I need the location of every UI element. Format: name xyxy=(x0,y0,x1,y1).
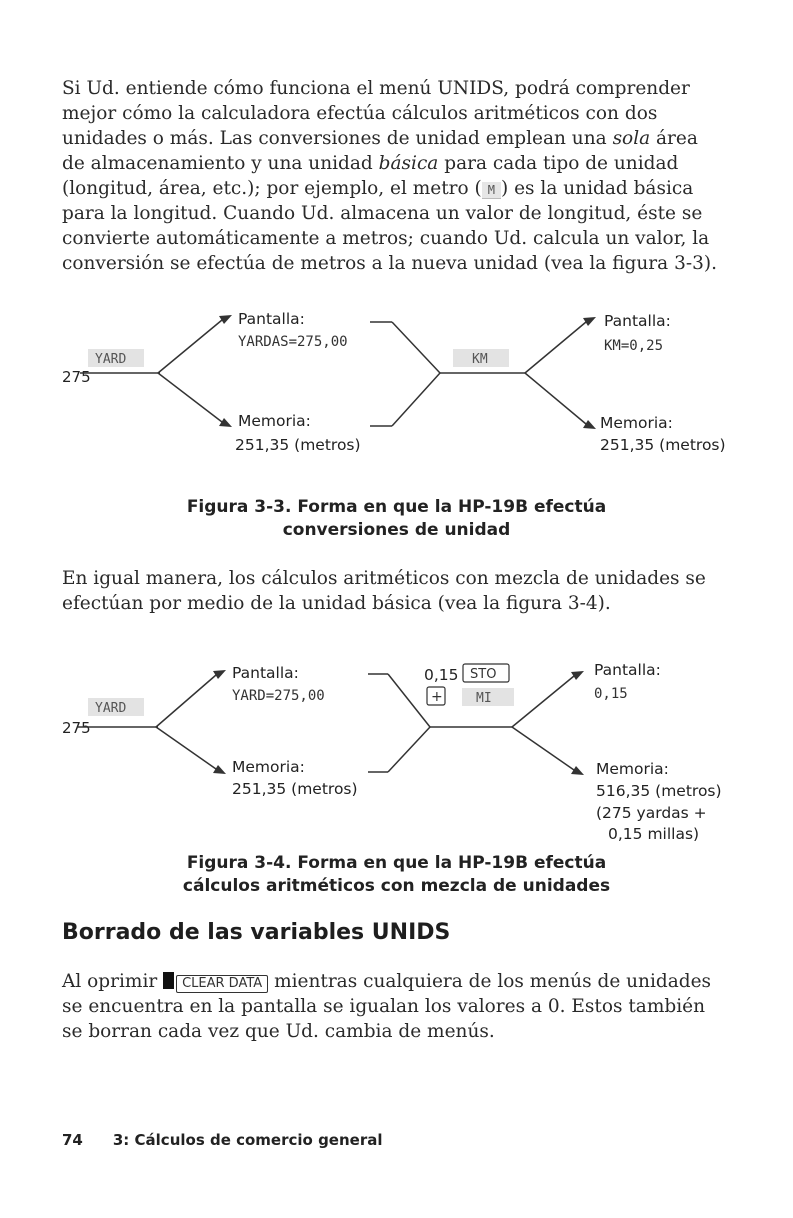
fig1-display-label-right: Pantalla: xyxy=(604,312,671,330)
fig1-memory-value-left: 251,35 (metros) xyxy=(235,436,361,454)
shift-key-icon xyxy=(163,972,174,989)
section-text-b: mientras cualquiera de los menús de unidades se encuentra en la pantalla se igualan los valores a 0. Estos también se borran cada vez que Ud. cambia de menús. xyxy=(62,971,712,1042)
fig2-yard-key: YARD xyxy=(95,701,127,716)
figure-3-3-caption xyxy=(0,496,793,542)
fig1-memory-label-left: Memoria: xyxy=(238,412,311,430)
fig1-memory-label-right: Memoria: xyxy=(600,414,673,432)
fig1-memory-value-right: 251,35 (metros) xyxy=(600,436,726,454)
section-text-a: Al oprimir xyxy=(62,971,158,992)
fig2-memory-value-right: 516,35 (metros) xyxy=(596,782,722,800)
intro-text-sola: sola xyxy=(612,128,651,149)
fig1-input-value: 275 xyxy=(62,368,91,386)
intro-text-basica: básica xyxy=(378,153,439,174)
fig2-memory-label-right: Memoria: xyxy=(596,760,669,778)
meter-softkey: M xyxy=(482,182,501,199)
fig1-yard-key: YARD xyxy=(95,352,127,367)
mid-text: En igual manera, los cálculos aritméticos con mezcla de unidades se efectúan por medio de la unidad básica (vea la figura 3-4). xyxy=(62,568,706,614)
fig2-memory-label-left: Memoria: xyxy=(232,758,305,776)
fig2-memory-value-left: 251,35 (metros) xyxy=(232,780,358,798)
fig2-display-value-left: YARD=275,00 xyxy=(232,688,325,704)
intro-text-c: para cada tipo de unidad (longitud, área, etc.); por ejemplo, el metro ( xyxy=(62,153,679,199)
fig2-plus-key: + xyxy=(431,689,443,705)
fig1-display-value-left: YARDAS=275,00 xyxy=(238,334,348,350)
figure-3-4-caption xyxy=(0,852,793,898)
fig2-caption-line2: cálculos aritméticos con mezcla de unidades xyxy=(182,876,611,896)
fig1-display-label-left: Pantalla: xyxy=(238,310,305,328)
intro-text-b: área de almacenamiento y una unidad xyxy=(62,128,698,174)
fig2-memory-note-2: 0,15 millas) xyxy=(608,825,700,843)
intro-text-a: Si Ud. entiende cómo funciona el menú UNIDS, podrá comprender mejor cómo la calculadora efectúa cálculos aritméticos con dos unidades o más. Las conversiones de unidad emplean una xyxy=(62,78,690,149)
fig2-caption-line1: Figura 3-4. Forma en que la HP-19B efectúa xyxy=(186,853,607,873)
page-footer xyxy=(62,1131,413,1149)
clear-data-key: CLEAR DATA xyxy=(176,975,268,993)
intro-text-d: ) es la unidad básica para la longitud. Cuando Ud. almacena un valor de longitud, éste se convierte automáticamente a metros; cuando Ud. calcula un valor, la conversión se efectúa de metros a la nueva unidad (vea la figura 3-3). xyxy=(62,178,717,274)
fig2-display-value-right: 0,15 xyxy=(594,686,628,702)
fig2-display-label-right: Pantalla: xyxy=(594,661,661,679)
fig2-mi-key: MI xyxy=(476,691,492,706)
section-paragraph xyxy=(62,969,722,1044)
chapter-title: 3: Cálculos de comercio general xyxy=(112,1131,383,1149)
fig1-caption-line2: conversiones de unidad xyxy=(282,520,511,540)
intro-paragraph xyxy=(62,76,722,276)
fig2-mid-value: 0,15 xyxy=(424,666,459,684)
fig1-km-key: KM xyxy=(472,352,488,367)
mid-paragraph xyxy=(62,566,722,616)
figure-3-4-diagram xyxy=(0,648,793,848)
page-number: 74 xyxy=(62,1131,83,1149)
fig1-caption-line1: Figura 3-3. Forma en que la HP-19B efectúa xyxy=(186,497,607,517)
fig2-sto-key: STO xyxy=(470,667,497,682)
fig2-input-value: 275 xyxy=(62,719,91,737)
fig2-display-label-left: Pantalla: xyxy=(232,664,299,682)
fig1-display-value-right: KM=0,25 xyxy=(604,338,664,354)
figure-3-3-diagram xyxy=(0,300,793,470)
section-heading: Borrado de las variables UNIDS xyxy=(62,920,451,945)
fig2-memory-note-1: (275 yardas + xyxy=(596,804,707,822)
